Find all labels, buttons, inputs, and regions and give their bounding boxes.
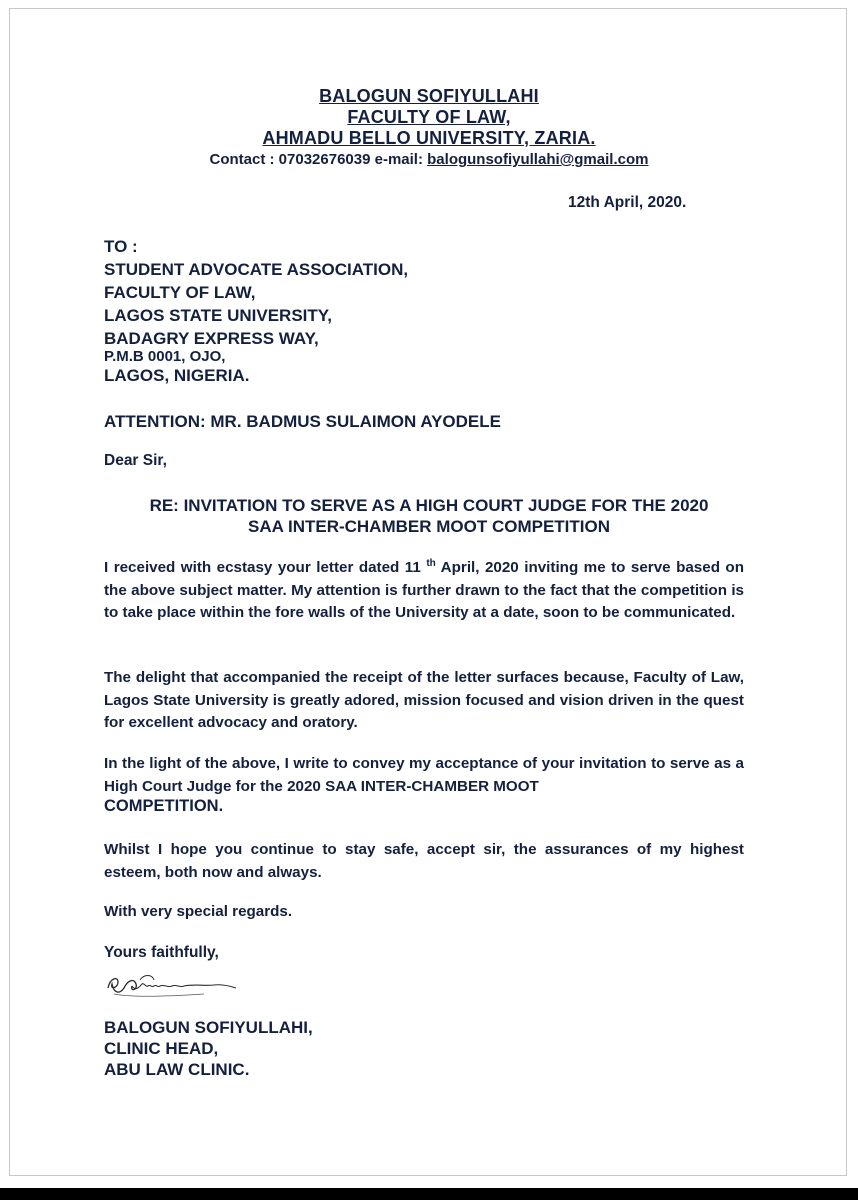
signatory-org: ABU LAW CLINIC.	[104, 1060, 250, 1079]
salutation: Dear Sir,	[104, 452, 167, 469]
letterhead-faculty: FACULTY OF LAW,	[347, 107, 511, 127]
recipient-line: FACULTY OF LAW,	[104, 283, 256, 302]
paragraph-2: The delight that accompanied the receipt of the letter surfaces because, Faculty of Law, Lagos State University is greatly adored, mission focused and vision driven in the quest for excellent advocacy and oratory.	[104, 669, 744, 731]
paragraph-4: Whilst I hope you continue to stay safe, accept sir, the assurances of my highest esteem, both now and always.	[104, 841, 744, 881]
closing: Yours faithfully,	[104, 944, 219, 961]
signature-image	[104, 964, 242, 1004]
paragraph-3-last: COMPETITION.	[104, 797, 224, 815]
recipient-line: STUDENT ADVOCATE ASSOCIATION,	[104, 260, 409, 279]
recipient-line: P.M.B 0001, OJO,	[104, 348, 226, 365]
letterhead-university: AHMADU BELLO UNIVERSITY, ZARIA.	[262, 128, 596, 148]
p1-text-b: April, 2020 inviting me to serve based on the above subject matter. My attention is further drawn to the fact that the competition is to take place within the fore walls of the University at a date, soon to be communicated.	[104, 559, 744, 621]
email-link[interactable]: balogunsofiyullahi@gmail.com	[427, 151, 649, 168]
recipient-line: BADAGRY EXPRESS WAY,	[104, 329, 319, 348]
letterhead-contact	[0, 151, 858, 168]
p1-superscript: th	[426, 557, 436, 569]
recipient-to: TO :	[104, 237, 138, 256]
paragraph-5: With very special regards.	[104, 903, 293, 920]
signatory-role: CLINIC HEAD,	[104, 1039, 219, 1058]
recipient-line: LAGOS, NIGERIA.	[104, 366, 250, 385]
paragraph-1	[104, 557, 744, 625]
letterhead-name: BALOGUN SOFIYULLAHI	[319, 86, 539, 106]
p1-text-a: I received with ecstasy your letter dated 11	[104, 559, 427, 576]
contact-text: Contact : 07032676039 e-mail:	[209, 151, 428, 168]
signatory-name: BALOGUN SOFIYULLAHI,	[104, 1018, 313, 1037]
subject-line-1: RE: INVITATION TO SERVE AS A HIGH COURT JUDGE FOR THE 2020	[149, 496, 709, 515]
recipient-line: LAGOS STATE UNIVERSITY,	[104, 306, 332, 325]
paragraph-3: In the light of the above, I write to convey my acceptance of your invitation to serve as a High Court Judge for the 2020 SAA INTER-CHAMBER MOOT	[104, 755, 744, 795]
letter-date: 12th April, 2020.	[568, 194, 687, 211]
attention-line: ATTENTION: MR. BADMUS SULAIMON AYODELE	[104, 412, 501, 431]
subject-line-2: SAA INTER-CHAMBER MOOT COMPETITION	[247, 517, 611, 536]
